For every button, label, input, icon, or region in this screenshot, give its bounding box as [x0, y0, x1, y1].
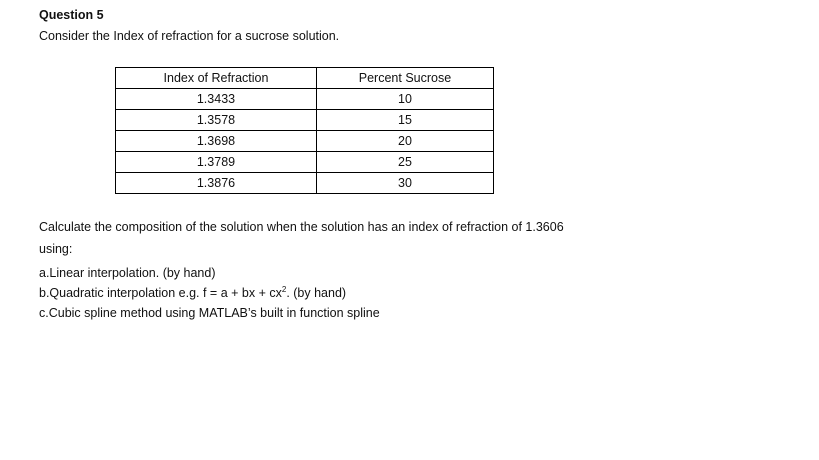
table-row	[116, 110, 494, 131]
percent-sucrose-cell: 15	[316, 110, 493, 131]
part-b-quadratic	[39, 283, 380, 303]
part-b-prefix: b.Quadratic interpolation e.g. f = a + bx + cx	[39, 286, 282, 300]
refraction-index-cell: 1.3433	[116, 89, 317, 110]
question-heading: Question 5	[39, 8, 104, 22]
percent-sucrose-cell: 10	[316, 89, 493, 110]
refraction-index-cell: 1.3578	[116, 110, 317, 131]
task-parts-list	[39, 263, 380, 323]
task-prompt: Calculate the composition of the solution when the solution has an index of refraction of 1.3606	[39, 220, 564, 234]
part-b-exponent: 2	[281, 284, 287, 294]
table-row	[116, 131, 494, 152]
part-b-suffix: . (by hand)	[286, 286, 347, 300]
part-a-linear: a.Linear interpolation. (by hand)	[39, 266, 216, 280]
question-intro: Consider the Index of refraction for a sucrose solution.	[39, 29, 340, 43]
table-header-row	[116, 68, 494, 89]
percent-sucrose-cell: 25	[316, 152, 493, 173]
refraction-table	[115, 67, 494, 194]
part-c-cubic-spline: c.Cubic spline method using MATLAB’s built in function spline	[39, 306, 380, 320]
table-row	[116, 173, 494, 194]
refraction-index-cell: 1.3698	[116, 131, 317, 152]
header-percent-sucrose: Percent Sucrose	[316, 68, 493, 89]
percent-sucrose-cell: 20	[316, 131, 493, 152]
table-row	[116, 152, 494, 173]
refraction-index-cell: 1.3876	[116, 173, 317, 194]
refraction-index-cell: 1.3789	[116, 152, 317, 173]
percent-sucrose-cell: 30	[316, 173, 493, 194]
header-index-of-refraction: Index of Refraction	[116, 68, 317, 89]
task-using-label: using:	[39, 242, 73, 256]
table-row	[116, 89, 494, 110]
